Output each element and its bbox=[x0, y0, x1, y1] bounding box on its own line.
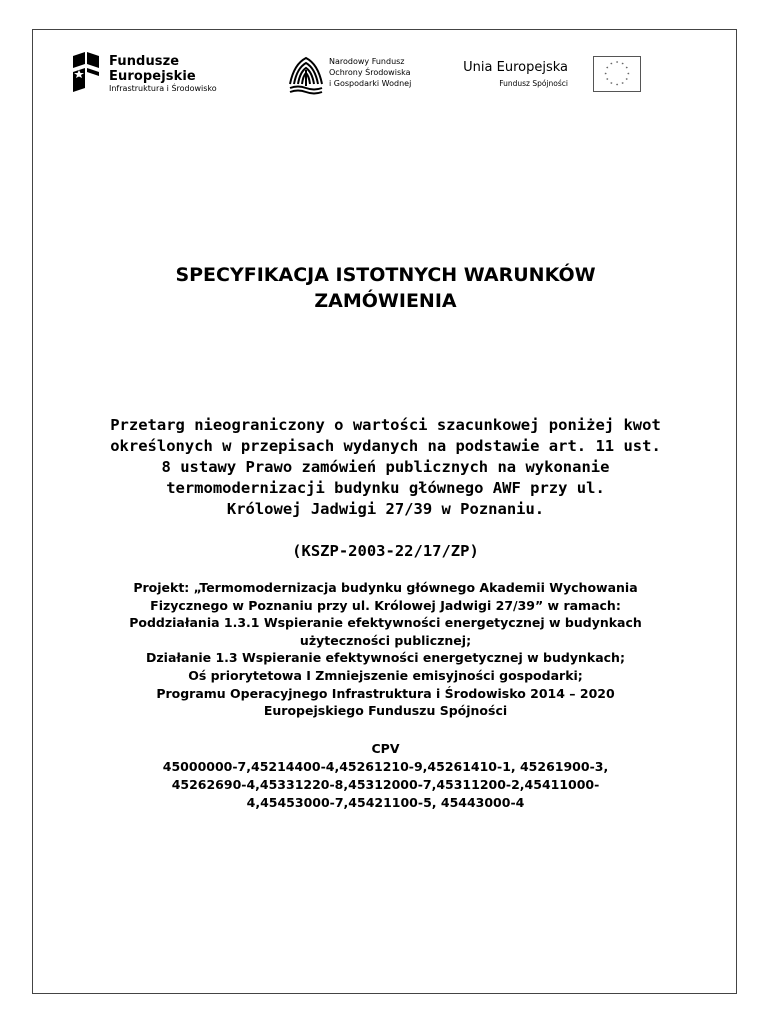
ue-logo-line1: Unia Europejska bbox=[463, 60, 568, 75]
fundusze-logo-line1: Fundusze bbox=[109, 54, 180, 69]
project-line: Programu Operacyjnego Infrastruktura i Środowisko 2014 – 2020 bbox=[156, 685, 615, 701]
nfosigw-logo-line2: Ochrony Środowiska bbox=[329, 68, 411, 77]
project-line: Projekt: „Termomodernizacja budynku głównego Akademii Wychowania bbox=[133, 580, 638, 595]
project-line: Fizycznego w Poznaniu przy ul. Królowej Jadwigi 27/39” w ramach: bbox=[150, 597, 621, 613]
svg-text:*: * bbox=[615, 61, 619, 67]
fundusze-europejskie-emblem-icon bbox=[71, 52, 101, 92]
title-line1: SPECYFIKACJA ISTOTNYCH WARUNKÓW bbox=[175, 264, 596, 286]
svg-text:*: * bbox=[621, 63, 624, 69]
project-line: użyteczności publicznej; bbox=[299, 632, 472, 648]
title-line2: ZAMÓWIENIA bbox=[314, 290, 457, 312]
tender-line: określonych w przepisach wydanych na podstawie art. 11 ust. bbox=[110, 437, 661, 455]
nfosigw-logo bbox=[288, 54, 428, 104]
svg-text:*: * bbox=[625, 67, 629, 73]
cpv-heading: CPV bbox=[371, 741, 400, 756]
reference-number: (KSZP-2003-22/17/ZP) bbox=[292, 542, 479, 560]
tender-line: Przetarg nieograniczony o wartości szacunkowej poniżej kwot bbox=[110, 416, 661, 434]
svg-text:*: * bbox=[625, 78, 629, 84]
svg-text:*: * bbox=[605, 67, 609, 73]
ue-logo-line2: Fundusz Spójności bbox=[499, 79, 568, 88]
fundusze-logo-line2: Europejskie bbox=[109, 69, 196, 84]
project-line: Europejskiego Funduszu Spójności bbox=[263, 703, 508, 719]
project-line: Działanie 1.3 Wspieranie efektywności energetycznej w budynkach; bbox=[146, 650, 625, 666]
tender-line: 8 ustawy Prawo zamówień publicznych na wykonanie bbox=[161, 458, 610, 476]
svg-text:*: * bbox=[627, 72, 630, 78]
svg-text:*: * bbox=[621, 82, 624, 88]
project-line: Oś priorytetowa I Zmniejszenie emisyjności gospodarki; bbox=[188, 667, 583, 683]
svg-text:*: * bbox=[615, 84, 619, 90]
cpv-line: 4,45453000-7,45421100-5, 45443000-4 bbox=[246, 795, 525, 810]
tender-line: termomodernizacji budynku głównego AWF przy ul. bbox=[166, 479, 605, 497]
tender-description bbox=[33, 415, 738, 520]
nfosigw-emblem-icon bbox=[288, 54, 324, 98]
eu-flag-icon bbox=[593, 56, 641, 92]
tender-line: Królowej Jadwigi 27/39 w Poznaniu. bbox=[226, 500, 545, 518]
project-description bbox=[33, 579, 738, 720]
svg-text:*: * bbox=[604, 72, 607, 78]
cpv-line: 45000000-7,45214400-4,45261210-9,45261410-1, 45261900-3, bbox=[162, 759, 609, 774]
document-page bbox=[32, 29, 737, 994]
svg-text:*: * bbox=[610, 82, 613, 88]
unia-europejska-logo bbox=[456, 56, 646, 98]
svg-text:*: * bbox=[605, 78, 609, 84]
svg-text:*: * bbox=[610, 63, 613, 69]
nfosigw-logo-line3: i Gospodarki Wodnej bbox=[329, 79, 412, 88]
fundusze-logo-line3: Infrastruktura i Środowisko bbox=[109, 84, 217, 93]
cpv-codes bbox=[33, 740, 738, 812]
document-title bbox=[33, 262, 738, 314]
nfosigw-logo-line1: Narodowy Fundusz bbox=[329, 57, 405, 66]
fundusze-europejskie-logo bbox=[71, 52, 241, 102]
project-line: Poddziałania 1.3.1 Wspieranie efektywności energetycznej w budynkach bbox=[129, 615, 642, 631]
cpv-line: 45262690-4,45331220-8,45312000-7,45311200-2,45411000- bbox=[171, 777, 600, 792]
